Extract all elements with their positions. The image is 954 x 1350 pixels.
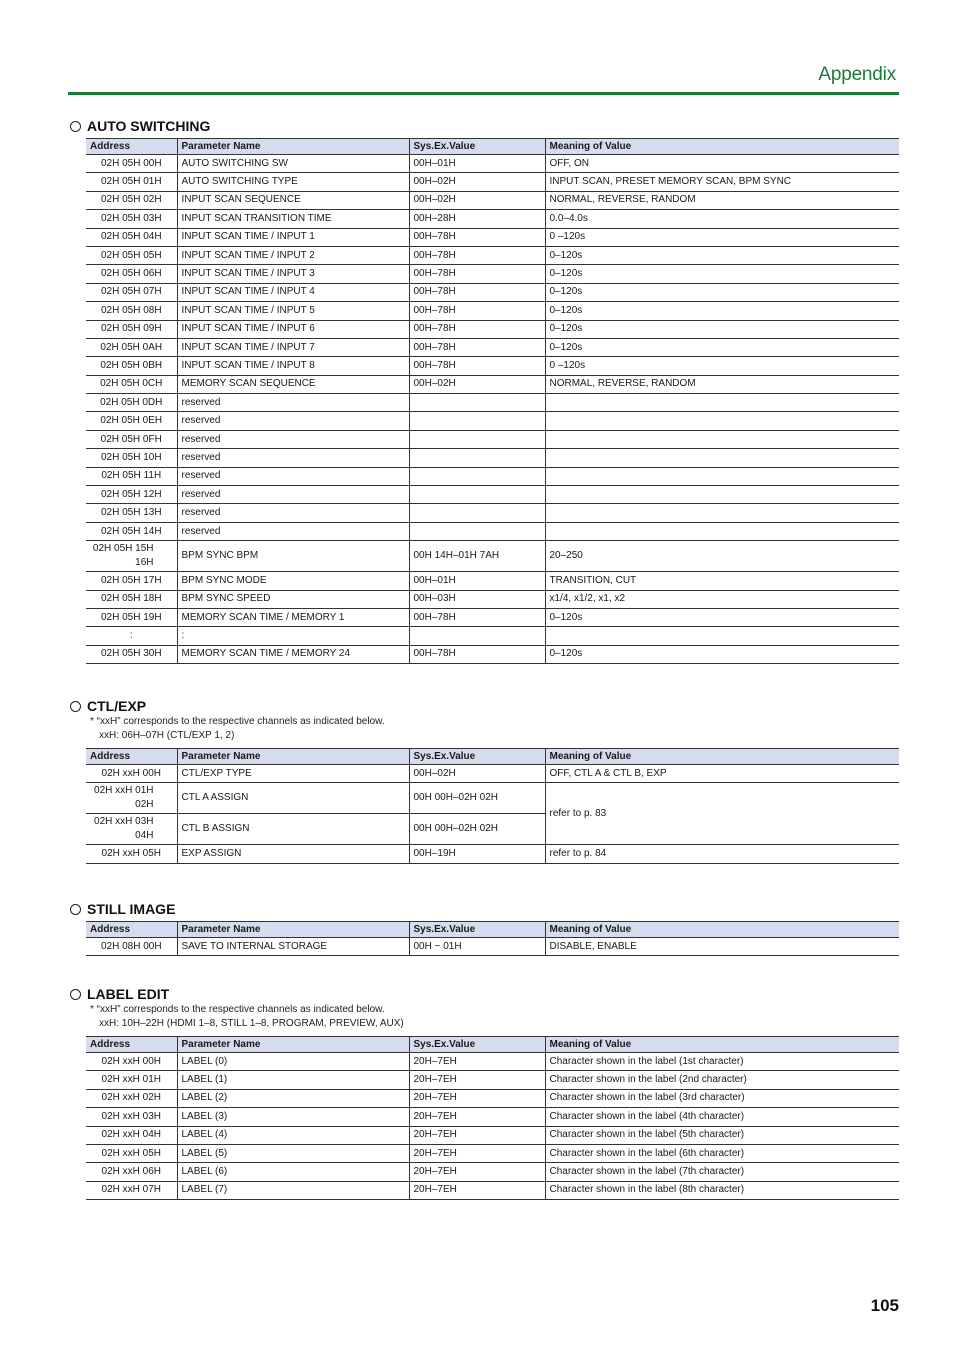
value-cell: 00H–78H bbox=[409, 265, 545, 283]
meaning-cell bbox=[545, 467, 899, 485]
address-cell: 02H 05H 17H bbox=[86, 572, 177, 590]
meaning-cell: 0–120s bbox=[545, 246, 899, 264]
table-row bbox=[86, 1144, 899, 1162]
value-cell: 00H–78H bbox=[409, 283, 545, 301]
table-row bbox=[86, 357, 899, 375]
parameter-cell: reserved bbox=[177, 486, 409, 504]
address-line: 02H xxH 01H bbox=[94, 785, 154, 797]
value-cell: 20H–7EH bbox=[409, 1071, 545, 1089]
value-cell: 00H–01H bbox=[409, 155, 545, 173]
meaning-cell: 0–120s bbox=[545, 608, 899, 626]
address-cell: 02H 05H 01H bbox=[86, 173, 177, 191]
address-line: 02H 05H 15H bbox=[92, 543, 154, 555]
table-row bbox=[86, 283, 899, 301]
parameter-cell: INPUT SCAN TIME / INPUT 2 bbox=[177, 246, 409, 264]
table-row bbox=[86, 645, 899, 663]
circle-bullet-icon bbox=[70, 121, 81, 132]
address-cell: 02H xxH 04H bbox=[86, 1126, 177, 1144]
parameter-cell: LABEL (4) bbox=[177, 1126, 409, 1144]
parameter-cell: reserved bbox=[177, 449, 409, 467]
address-cell: 02H 05H 30H bbox=[86, 645, 177, 663]
address-line: 02H bbox=[135, 799, 154, 811]
table-row bbox=[86, 845, 899, 863]
parameter-cell: BPM SYNC SPEED bbox=[177, 590, 409, 608]
parameter-cell: INPUT SCAN TIME / INPUT 5 bbox=[177, 302, 409, 320]
meaning-cell: Character shown in the label (6th character) bbox=[545, 1144, 899, 1162]
value-cell: 00H–78H bbox=[409, 645, 545, 663]
table-row bbox=[86, 394, 899, 412]
table-row bbox=[86, 265, 899, 283]
parameter-cell: MEMORY SCAN TIME / MEMORY 24 bbox=[177, 645, 409, 663]
address-cell: 02H 05H 09H bbox=[86, 320, 177, 338]
table-row bbox=[86, 1108, 899, 1126]
note bbox=[90, 1003, 899, 1031]
section-title: CTL/EXP bbox=[87, 698, 147, 714]
value-cell bbox=[409, 430, 545, 448]
meaning-cell: x1/4, x1/2, x1, x2 bbox=[545, 590, 899, 608]
page-number: 105 bbox=[870, 1296, 899, 1315]
parameter-cell: INPUT SCAN TIME / INPUT 3 bbox=[177, 265, 409, 283]
address-cell: 02H 05H 0EH bbox=[86, 412, 177, 430]
section-title: AUTO SWITCHING bbox=[87, 118, 211, 134]
meaning-cell: TRANSITION, CUT bbox=[545, 572, 899, 590]
col-header-parameter: Parameter Name bbox=[177, 1037, 409, 1053]
address-cell: 02H 05H 18H bbox=[86, 590, 177, 608]
value-cell: 00H–02H bbox=[409, 173, 545, 191]
address-cell: 02H 05H 0BH bbox=[86, 357, 177, 375]
col-header-parameter: Parameter Name bbox=[177, 749, 409, 765]
table-row bbox=[86, 608, 899, 626]
meaning-cell: 0–120s bbox=[545, 265, 899, 283]
header-rule bbox=[68, 92, 899, 95]
address-cell bbox=[86, 814, 177, 845]
circle-bullet-icon bbox=[70, 989, 81, 1000]
ctl-exp-rows bbox=[86, 765, 899, 864]
meaning-cell: 0–120s bbox=[545, 645, 899, 663]
meaning-cell: refer to p. 83 bbox=[545, 783, 899, 845]
value-cell bbox=[409, 412, 545, 430]
table-row bbox=[86, 338, 899, 356]
table-row bbox=[86, 504, 899, 522]
table-row bbox=[86, 375, 899, 393]
col-header-meaning: Meaning of Value bbox=[545, 749, 899, 765]
meaning-cell: Character shown in the label (1st character) bbox=[545, 1053, 899, 1071]
section-title: LABEL EDIT bbox=[87, 986, 170, 1002]
value-cell: 00H 00H–02H 02H bbox=[409, 814, 545, 845]
col-header-value: Sys.Ex.Value bbox=[409, 139, 545, 155]
address-cell: : bbox=[86, 627, 177, 645]
col-header-value: Sys.Ex.Value bbox=[409, 922, 545, 938]
parameter-cell: LABEL (2) bbox=[177, 1089, 409, 1107]
page-header-title: Appendix bbox=[818, 64, 896, 85]
table-row bbox=[86, 191, 899, 209]
note-line: xxH: 06H–07H (CTL/EXP 1, 2) bbox=[99, 730, 235, 741]
meaning-cell: Character shown in the label (4th character) bbox=[545, 1108, 899, 1126]
meaning-cell: Character shown in the label (5th character) bbox=[545, 1126, 899, 1144]
meaning-cell: DISABLE, ENABLE bbox=[545, 938, 899, 956]
meaning-cell: 0–120s bbox=[545, 302, 899, 320]
section-heading bbox=[68, 697, 899, 715]
col-header-value: Sys.Ex.Value bbox=[409, 749, 545, 765]
label-edit-rows bbox=[86, 1053, 899, 1200]
value-cell: 20H–7EH bbox=[409, 1126, 545, 1144]
address-cell bbox=[86, 783, 177, 814]
meaning-cell: 0 –120s bbox=[545, 357, 899, 375]
circle-bullet-icon bbox=[70, 904, 81, 915]
table-row bbox=[86, 1163, 899, 1181]
table-row bbox=[86, 1071, 899, 1089]
address-cell: 02H xxH 00H bbox=[86, 765, 177, 783]
parameter-cell: reserved bbox=[177, 467, 409, 485]
section-still-image bbox=[68, 900, 899, 956]
table-row bbox=[86, 210, 899, 228]
table-row bbox=[86, 467, 899, 485]
address-cell: 02H xxH 05H bbox=[86, 1144, 177, 1162]
parameter-cell: SAVE TO INTERNAL STORAGE bbox=[177, 938, 409, 956]
table-row bbox=[86, 486, 899, 504]
table-row bbox=[86, 590, 899, 608]
value-cell: 20H–7EH bbox=[409, 1163, 545, 1181]
parameter-cell: : bbox=[177, 627, 409, 645]
note-line: xxH: 10H–22H (HDMI 1–8, STILL 1–8, PROGRAM, PREVIEW, AUX) bbox=[99, 1018, 404, 1029]
value-cell: 00H–78H bbox=[409, 338, 545, 356]
meaning-cell: refer to p. 84 bbox=[545, 845, 899, 863]
section-label-edit bbox=[68, 985, 899, 1200]
parameter-cell: LABEL (7) bbox=[177, 1181, 409, 1199]
note-line: * “xxH” corresponds to the respective channels as indicated below. bbox=[90, 1004, 385, 1015]
address-cell: 02H 05H 14H bbox=[86, 522, 177, 540]
value-cell: 00H ~ 01H bbox=[409, 938, 545, 956]
table-row bbox=[86, 228, 899, 246]
meaning-cell: OFF, ON bbox=[545, 155, 899, 173]
value-cell: 00H–19H bbox=[409, 845, 545, 863]
address-cell: 02H xxH 05H bbox=[86, 845, 177, 863]
address-cell: 02H 05H 13H bbox=[86, 504, 177, 522]
table-row bbox=[86, 522, 899, 540]
address-cell: 02H 05H 0AH bbox=[86, 338, 177, 356]
auto-switching-table bbox=[86, 138, 899, 664]
label-edit-table bbox=[86, 1036, 899, 1200]
address-line: 16H bbox=[135, 557, 154, 569]
meaning-cell bbox=[545, 430, 899, 448]
address-cell: 02H 05H 03H bbox=[86, 210, 177, 228]
note bbox=[90, 715, 899, 743]
section-heading bbox=[68, 900, 899, 918]
address-cell: 02H xxH 06H bbox=[86, 1163, 177, 1181]
table-row bbox=[86, 173, 899, 191]
parameter-cell: CTL A ASSIGN bbox=[177, 783, 409, 814]
meaning-cell: NORMAL, REVERSE, RANDOM bbox=[545, 375, 899, 393]
col-header-meaning: Meaning of Value bbox=[545, 139, 899, 155]
address-cell: 02H 05H 02H bbox=[86, 191, 177, 209]
value-cell: 20H–7EH bbox=[409, 1181, 545, 1199]
table-row bbox=[86, 412, 899, 430]
table-row bbox=[86, 1089, 899, 1107]
parameter-cell: LABEL (3) bbox=[177, 1108, 409, 1126]
meaning-cell: Character shown in the label (3rd character) bbox=[545, 1089, 899, 1107]
value-cell: 00H 14H–01H 7AH bbox=[409, 541, 545, 572]
value-cell: 00H 00H–02H 02H bbox=[409, 783, 545, 814]
address-cell: 02H 05H 04H bbox=[86, 228, 177, 246]
parameter-cell: AUTO SWITCHING TYPE bbox=[177, 173, 409, 191]
value-cell bbox=[409, 522, 545, 540]
parameter-cell: LABEL (0) bbox=[177, 1053, 409, 1071]
value-cell: 20H–7EH bbox=[409, 1108, 545, 1126]
address-cell: 02H 05H 19H bbox=[86, 608, 177, 626]
value-cell bbox=[409, 449, 545, 467]
table-row bbox=[86, 449, 899, 467]
address-cell: 02H xxH 02H bbox=[86, 1089, 177, 1107]
value-cell bbox=[409, 467, 545, 485]
address-cell: 02H 05H 07H bbox=[86, 283, 177, 301]
col-header-parameter: Parameter Name bbox=[177, 922, 409, 938]
meaning-cell bbox=[545, 486, 899, 504]
value-cell: 20H–7EH bbox=[409, 1053, 545, 1071]
address-cell: 02H xxH 03H bbox=[86, 1108, 177, 1126]
section-heading bbox=[68, 985, 899, 1003]
note-line: * “xxH” corresponds to the respective channels as indicated below. bbox=[90, 716, 385, 727]
table-row bbox=[86, 1181, 899, 1199]
meaning-cell: NORMAL, REVERSE, RANDOM bbox=[545, 191, 899, 209]
meaning-cell bbox=[545, 504, 899, 522]
col-header-value: Sys.Ex.Value bbox=[409, 1037, 545, 1053]
col-header-address: Address bbox=[86, 749, 177, 765]
address-cell: 02H 05H 08H bbox=[86, 302, 177, 320]
value-cell: 00H–02H bbox=[409, 375, 545, 393]
col-header-address: Address bbox=[86, 1037, 177, 1053]
parameter-cell: MEMORY SCAN SEQUENCE bbox=[177, 375, 409, 393]
meaning-cell: OFF, CTL A & CTL B, EXP bbox=[545, 765, 899, 783]
address-cell: 02H 05H 05H bbox=[86, 246, 177, 264]
parameter-cell: INPUT SCAN TIME / INPUT 1 bbox=[177, 228, 409, 246]
parameter-cell: reserved bbox=[177, 504, 409, 522]
meaning-cell: 0–120s bbox=[545, 283, 899, 301]
parameter-cell: LABEL (5) bbox=[177, 1144, 409, 1162]
table-row bbox=[86, 246, 899, 264]
value-cell: 00H–78H bbox=[409, 320, 545, 338]
meaning-cell bbox=[545, 394, 899, 412]
address-cell: 02H xxH 01H bbox=[86, 1071, 177, 1089]
parameter-cell: INPUT SCAN SEQUENCE bbox=[177, 191, 409, 209]
table-row bbox=[86, 783, 899, 814]
parameter-cell: BPM SYNC MODE bbox=[177, 572, 409, 590]
meaning-cell: 20–250 bbox=[545, 541, 899, 572]
value-cell: 20H–7EH bbox=[409, 1144, 545, 1162]
meaning-cell bbox=[545, 627, 899, 645]
meaning-cell: Character shown in the label (7th character) bbox=[545, 1163, 899, 1181]
value-cell: 20H–7EH bbox=[409, 1089, 545, 1107]
address-cell: 02H 05H 0CH bbox=[86, 375, 177, 393]
table-row bbox=[86, 541, 899, 572]
value-cell: 00H–02H bbox=[409, 191, 545, 209]
parameter-cell: CTL B ASSIGN bbox=[177, 814, 409, 845]
address-cell bbox=[86, 541, 177, 572]
parameter-cell: reserved bbox=[177, 412, 409, 430]
address-cell: 02H 05H 06H bbox=[86, 265, 177, 283]
parameter-cell: INPUT SCAN TIME / INPUT 4 bbox=[177, 283, 409, 301]
address-cell: 02H 08H 00H bbox=[86, 938, 177, 956]
parameter-cell: MEMORY SCAN TIME / MEMORY 1 bbox=[177, 608, 409, 626]
meaning-cell: 0–120s bbox=[545, 320, 899, 338]
section-ctl-exp bbox=[68, 697, 899, 864]
col-header-meaning: Meaning of Value bbox=[545, 922, 899, 938]
value-cell: 00H–01H bbox=[409, 572, 545, 590]
parameter-cell: reserved bbox=[177, 430, 409, 448]
value-cell bbox=[409, 627, 545, 645]
meaning-cell: 0 –120s bbox=[545, 228, 899, 246]
table-row bbox=[86, 938, 899, 956]
address-line: 04H bbox=[135, 830, 154, 842]
parameter-cell: reserved bbox=[177, 394, 409, 412]
table-row bbox=[86, 1053, 899, 1071]
address-cell: 02H 05H 10H bbox=[86, 449, 177, 467]
value-cell: 00H–78H bbox=[409, 246, 545, 264]
value-cell: 00H–78H bbox=[409, 228, 545, 246]
table-row bbox=[86, 627, 899, 645]
section-heading bbox=[68, 117, 899, 135]
parameter-cell: LABEL (1) bbox=[177, 1071, 409, 1089]
value-cell bbox=[409, 394, 545, 412]
still-image-rows bbox=[86, 938, 899, 956]
value-cell: 00H–78H bbox=[409, 357, 545, 375]
address-line: 02H xxH 03H bbox=[94, 816, 154, 828]
parameter-cell: reserved bbox=[177, 522, 409, 540]
value-cell bbox=[409, 486, 545, 504]
address-cell: 02H xxH 07H bbox=[86, 1181, 177, 1199]
table-row bbox=[86, 302, 899, 320]
meaning-cell bbox=[545, 522, 899, 540]
parameter-cell: INPUT SCAN TIME / INPUT 8 bbox=[177, 357, 409, 375]
section-title: STILL IMAGE bbox=[87, 901, 176, 917]
table-row bbox=[86, 320, 899, 338]
address-cell: 02H 05H 12H bbox=[86, 486, 177, 504]
table-row bbox=[86, 430, 899, 448]
value-cell: 00H–03H bbox=[409, 590, 545, 608]
section-auto-switching bbox=[68, 117, 899, 664]
meaning-cell bbox=[545, 449, 899, 467]
value-cell: 00H–02H bbox=[409, 765, 545, 783]
auto-switching-rows bbox=[86, 155, 899, 664]
value-cell bbox=[409, 504, 545, 522]
parameter-cell: CTL/EXP TYPE bbox=[177, 765, 409, 783]
meaning-cell: Character shown in the label (2nd character) bbox=[545, 1071, 899, 1089]
parameter-cell: INPUT SCAN TIME / INPUT 7 bbox=[177, 338, 409, 356]
value-cell: 00H–28H bbox=[409, 210, 545, 228]
col-header-meaning: Meaning of Value bbox=[545, 1037, 899, 1053]
value-cell: 00H–78H bbox=[409, 608, 545, 626]
address-cell: 02H 05H 11H bbox=[86, 467, 177, 485]
meaning-cell: 0–120s bbox=[545, 338, 899, 356]
parameter-cell: AUTO SWITCHING SW bbox=[177, 155, 409, 173]
col-header-address: Address bbox=[86, 922, 177, 938]
table-row bbox=[86, 155, 899, 173]
circle-bullet-icon bbox=[70, 701, 81, 712]
meaning-cell: Character shown in the label (8th character) bbox=[545, 1181, 899, 1199]
address-cell: 02H 05H 00H bbox=[86, 155, 177, 173]
parameter-cell: LABEL (6) bbox=[177, 1163, 409, 1181]
parameter-cell: INPUT SCAN TIME / INPUT 6 bbox=[177, 320, 409, 338]
table-row bbox=[86, 572, 899, 590]
table-row bbox=[86, 765, 899, 783]
meaning-cell: INPUT SCAN, PRESET MEMORY SCAN, BPM SYNC bbox=[545, 173, 899, 191]
parameter-cell: INPUT SCAN TRANSITION TIME bbox=[177, 210, 409, 228]
parameter-cell: EXP ASSIGN bbox=[177, 845, 409, 863]
still-image-table bbox=[86, 921, 899, 956]
parameter-cell: BPM SYNC BPM bbox=[177, 541, 409, 572]
col-header-parameter: Parameter Name bbox=[177, 139, 409, 155]
address-cell: 02H xxH 00H bbox=[86, 1053, 177, 1071]
address-cell: 02H 05H 0FH bbox=[86, 430, 177, 448]
value-cell: 00H–78H bbox=[409, 302, 545, 320]
address-cell: 02H 05H 0DH bbox=[86, 394, 177, 412]
ctl-exp-table bbox=[86, 748, 899, 864]
col-header-address: Address bbox=[86, 139, 177, 155]
meaning-cell: 0.0–4.0s bbox=[545, 210, 899, 228]
table-row bbox=[86, 1126, 899, 1144]
meaning-cell bbox=[545, 412, 899, 430]
